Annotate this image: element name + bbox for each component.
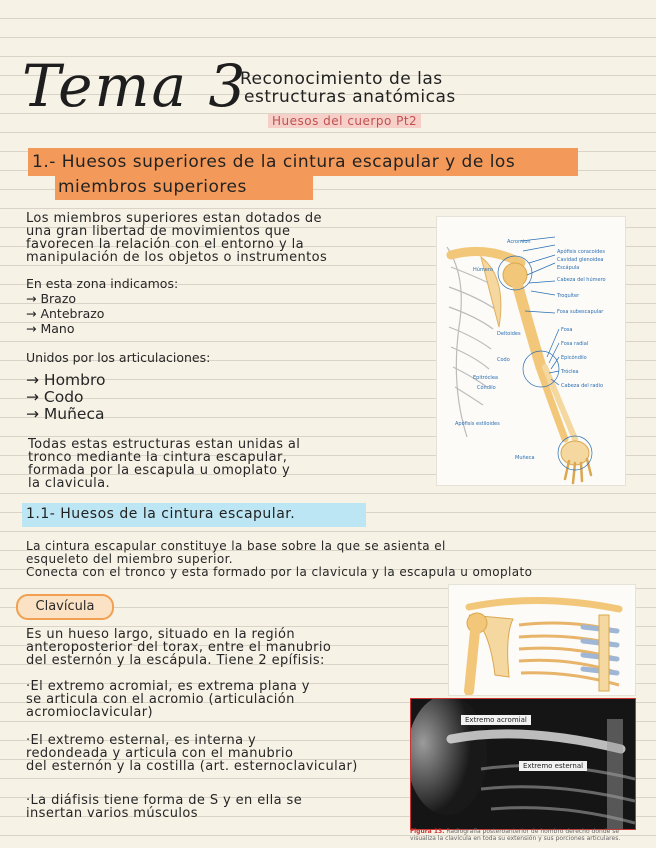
anat-label: Deltoides [497,331,521,337]
clavicle-xray [410,698,636,830]
bullet-line: ·La diáfisis tiene forma de S y en ella se [26,793,303,808]
cintura-line: formada por la escapula u omoplato y [28,463,291,478]
subtitle-line-2: estructuras anatómicas [244,87,456,107]
intro-line: manipulación de los objetos o instrumentos [26,250,328,265]
section-1-1-line: Conecta con el tronco y esta formado por la clavicula y la escapula u omoplato [26,565,533,579]
shoulder-svg [449,585,635,695]
section-1-1-heading: 1.1- Huesos de la cintura escapular. [26,506,296,522]
anat-label: Húmero [473,267,493,273]
anat-label: Tróclea [561,369,579,375]
zone-item: → Mano [26,321,75,336]
section-1-1-paragraph [26,540,646,579]
cintura-line: Todas estas estructuras estan unidas al [28,437,301,452]
caption-figure-number: Figura 13. [410,828,445,835]
joint-item: → Codo [26,388,84,406]
anat-label: Fosa subescapular [557,309,604,315]
tema-subtitle [240,70,540,106]
zones-list [26,276,178,336]
anat-label: Troquíter [557,293,580,299]
bullet-line: del esternón y la costilla (art. esternoclavicular) [26,759,358,774]
intro-line: favorecen la relación con el entorno y la [26,237,304,252]
section-1-heading-line-2: miembros superiores [58,177,247,197]
intro-line: una gran libertad de movimientos que [26,224,291,239]
anat-label: Cóndilo [477,385,496,391]
xray-caption [410,828,642,842]
section-1-heading-line-1: 1.- Huesos superiores de la cintura escapular y de los [32,152,516,172]
zones-intro: En esta zona indicamos: [26,276,179,291]
cintura-line: tronco mediante la cintura escapular, [28,450,288,465]
cintura-line: la clavicula. [28,476,111,491]
anat-label: Cabeza del radio [561,383,604,389]
section-1-1-line: esqueleto del miembro superior. [26,552,234,566]
anat-label: Fosa [561,327,573,333]
shoulder-illustration [448,584,636,696]
clavicula-line: anteroposterior del torax, entre el manubrio [26,640,332,655]
tema-title: Tema 3 [22,52,248,120]
anat-label: Fosa radial [561,341,589,347]
anat-label: Escápula [557,265,580,271]
clavicula-bullet-3 [26,794,406,820]
section-1-1-line: La cintura escapular constituye la base sobre la que se asienta el [26,539,446,553]
section-1-heading [32,150,592,200]
anat-label: Cabeza del húmero [557,277,606,283]
anat-label: Codo [497,357,510,363]
anat-label: Muñeca [515,455,535,461]
anat-label: Epicóndilo [561,355,587,361]
bullet-line: ·El extremo acromial, es extrema plana y [26,679,310,694]
bullet-line: redondeada y articula con el manubrio [26,746,294,761]
cintura-paragraph [28,438,408,490]
intro-paragraph [26,212,406,264]
anat-label: Acromion [507,239,531,245]
clavicula-paragraph [26,628,406,667]
xray-label-esternal: Extremo esternal [519,761,587,771]
anat-label: Cavidad glenoidea [557,257,604,263]
subtitle-line-1: Reconocimiento de las [240,69,443,89]
zone-item: → Antebrazo [26,306,105,321]
clavicula-bullet-2 [26,734,406,773]
joints-intro: Unidos por los articulaciones: [26,350,211,365]
intro-line: Los miembros superiores estan dotados de [26,211,322,226]
anat-label: Epitróclea [473,375,498,381]
bullet-line: se articula con el acromio (articulación [26,692,295,707]
anat-label: Apófisis estiloides [455,421,500,427]
topic-tag: Huesos del cuerpo Pt2 [268,114,421,128]
anat-label: Apófisis coracoides [557,249,605,255]
clavicula-line: del esternón y la escápula. Tiene 2 epífisis: [26,653,325,668]
clavicula-line: Es un hueso largo, situado en la región [26,627,296,642]
caption-text: Radiografía posteroanterior de hombro derecho donde se visualiza la clavícula en toda su extensión y sus porciones articulares. [410,828,621,842]
zone-item: → Brazo [26,291,77,306]
bullet-line: insertan varios músculos [26,806,198,821]
arm-skeleton-illustration [436,216,626,486]
bullet-line: ·El extremo esternal, es interna y [26,733,257,748]
joint-item: → Muñeca [26,405,105,423]
bullet-line: acromioclavicular) [26,705,153,720]
joints-list [26,372,106,423]
clavicula-bullet-1 [26,680,406,719]
joint-item: → Hombro [26,371,106,389]
xray-label-acromial: Extremo acromial [461,715,531,725]
clavicula-tag: Clavícula [16,594,114,620]
